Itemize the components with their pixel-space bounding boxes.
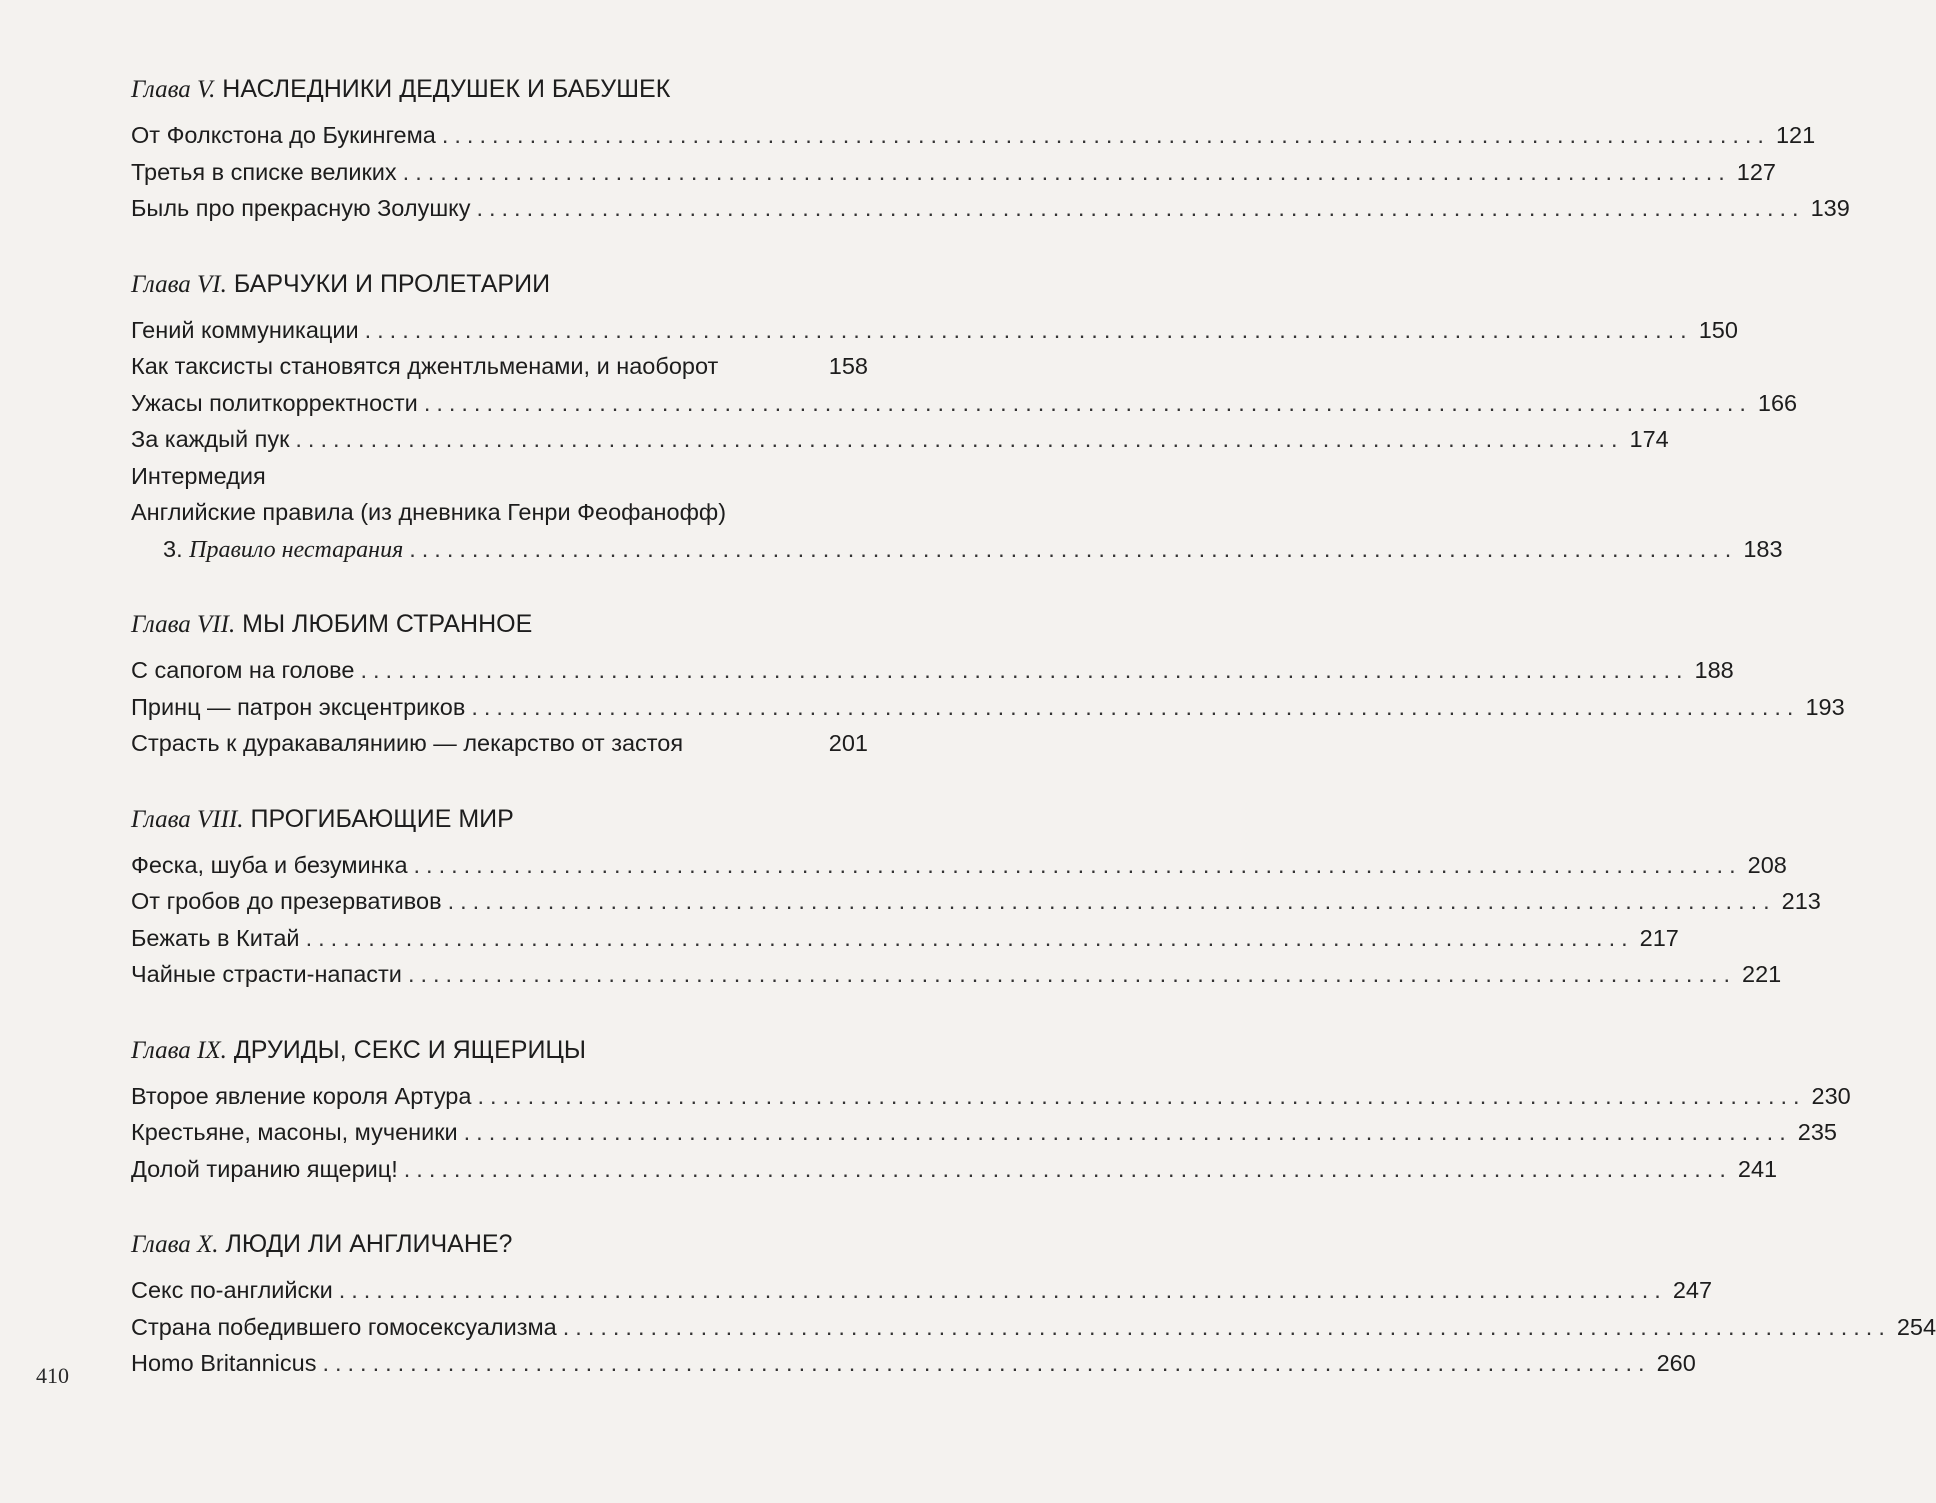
chapter-title: МЫ ЛЮБИМ СТРАННОЕ bbox=[235, 610, 533, 638]
leader-dots: .......................................................................................................... bbox=[423, 389, 1752, 416]
toc-entry[interactable] bbox=[131, 1078, 1851, 1115]
leader-dots: .......................................................................................................... bbox=[477, 1082, 1806, 1109]
chapter-number: Глава VII. bbox=[131, 611, 236, 638]
entry-title-italic: Правило нестарания bbox=[189, 536, 404, 563]
entry-page: 213 bbox=[1781, 888, 1821, 914]
chapter-number: Глава VIII. bbox=[131, 805, 244, 833]
entry-prefix: 3. bbox=[163, 535, 190, 562]
entry-page: 217 bbox=[1639, 924, 1679, 951]
toc-entry[interactable] bbox=[131, 1272, 1713, 1309]
entry-page: 221 bbox=[1742, 961, 1782, 987]
entry-title: Бежать в Китай bbox=[131, 924, 300, 951]
entry-page: 208 bbox=[1747, 851, 1787, 878]
entry-title: Гений коммуникации bbox=[131, 316, 359, 343]
leader-dots: .......................................................................................................... bbox=[364, 316, 1693, 343]
entry-page: 188 bbox=[1694, 657, 1734, 683]
toc-entry[interactable] bbox=[131, 494, 868, 531]
entry-page: 139 bbox=[1810, 195, 1850, 221]
entry-title bbox=[131, 531, 403, 569]
entry-page: 193 bbox=[1805, 693, 1845, 720]
entry-page: 247 bbox=[1672, 1277, 1713, 1303]
toc-entry[interactable] bbox=[131, 385, 1798, 422]
leader-dots: .......................................................................................................... bbox=[322, 1350, 1651, 1376]
leader-dots: .......................................................................................................... bbox=[402, 158, 1731, 185]
chapter-8 bbox=[131, 804, 1821, 993]
chapter-heading bbox=[131, 609, 868, 640]
entry-page: 254 bbox=[1896, 1313, 1936, 1340]
toc-entry[interactable] bbox=[131, 190, 1850, 227]
entry-title: Homo Britannicus bbox=[131, 1350, 317, 1376]
chapter-10 bbox=[131, 1229, 1936, 1382]
entry-title: Страна победившего гомосексуализма bbox=[131, 1313, 557, 1340]
toc-entry[interactable] bbox=[131, 421, 1669, 458]
entry-page: 201 bbox=[828, 730, 868, 756]
chapter-title: ПРОГИБАЮЩИЕ МИР bbox=[243, 804, 514, 833]
toc-entry[interactable] bbox=[131, 531, 1783, 568]
entry-title: Интермедия bbox=[131, 462, 266, 489]
toc-entry[interactable] bbox=[131, 154, 1776, 191]
toc-entry[interactable] bbox=[131, 847, 1787, 884]
entry-page: 150 bbox=[1698, 316, 1738, 343]
leader-dots: .......................................................................................................... bbox=[441, 122, 1770, 148]
entry-title: Принц — патрон эксцентриков bbox=[131, 693, 466, 720]
entry-page: 235 bbox=[1797, 1119, 1837, 1145]
table-of-contents bbox=[131, 74, 1936, 1424]
leader-dots: .......................................................................................................... bbox=[295, 426, 1624, 452]
entry-title: Страсть к дуракаваляниию — лекарство от застоя bbox=[131, 730, 684, 756]
leader-dots: .......................................................................................................... bbox=[338, 1277, 1667, 1303]
toc-entry[interactable] bbox=[131, 312, 1738, 349]
entry-title: Ужасы политкорректности bbox=[131, 389, 418, 416]
entry-title: Как таксисты становятся джентльменами, и наоборот bbox=[131, 353, 719, 379]
entry-title: Второе явление короля Артура bbox=[131, 1082, 472, 1109]
entry-title: От гробов до презервативов bbox=[131, 888, 442, 914]
entry-title: Крестьяне, масоны, мученики bbox=[131, 1119, 458, 1145]
toc-entry[interactable] bbox=[131, 725, 868, 762]
chapter-number: Глава VI. bbox=[131, 270, 227, 298]
entry-page: 166 bbox=[1757, 389, 1798, 416]
toc-entry[interactable] bbox=[131, 689, 1845, 726]
toc-entry[interactable] bbox=[131, 920, 1679, 957]
toc-entry[interactable] bbox=[131, 1114, 1837, 1151]
entry-page: 260 bbox=[1656, 1350, 1696, 1376]
chapter-number: Глава IX. bbox=[131, 1036, 227, 1064]
entry-title: Секс по-английски bbox=[131, 1277, 333, 1303]
entry-title: Быль про прекрасную Золушку bbox=[131, 195, 471, 221]
leader-dots: .......................................................................................................... bbox=[471, 693, 1800, 720]
chapter-number: Глава X. bbox=[131, 1231, 219, 1258]
page-number: 410 bbox=[36, 1363, 69, 1388]
toc-entry[interactable] bbox=[131, 652, 1734, 689]
entry-page: 174 bbox=[1629, 426, 1669, 452]
entry-title: С сапогом на голове bbox=[131, 657, 355, 683]
entry-title: Третья в списке великих bbox=[131, 158, 397, 185]
chapter-7 bbox=[131, 609, 1845, 762]
entry-page: 127 bbox=[1736, 158, 1776, 185]
leader-dots: .......................................................................................................... bbox=[562, 1313, 1891, 1340]
chapter-title: ЛЮДИ ЛИ АНГЛИЧАНЕ? bbox=[218, 1230, 513, 1258]
leader-dots: .......................................................................................................... bbox=[413, 851, 1742, 878]
chapter-heading bbox=[131, 1035, 868, 1066]
entry-page: 158 bbox=[828, 353, 868, 379]
entry-page: 230 bbox=[1811, 1082, 1851, 1109]
chapter-heading bbox=[131, 269, 868, 300]
toc-entry[interactable] bbox=[131, 1151, 1778, 1188]
toc-entry[interactable] bbox=[131, 1345, 1696, 1382]
chapter-5 bbox=[131, 74, 1850, 227]
toc-entry[interactable] bbox=[131, 348, 868, 385]
toc-entry[interactable] bbox=[131, 117, 1816, 154]
chapter-title: БАРЧУКИ И ПРОЛЕТАРИИ bbox=[226, 269, 551, 298]
toc-entry[interactable] bbox=[131, 1309, 1936, 1346]
chapter-6 bbox=[131, 269, 1798, 568]
chapter-9 bbox=[131, 1035, 1851, 1188]
entry-page: 121 bbox=[1775, 122, 1816, 148]
leader-dots: .......................................................................................................... bbox=[463, 1119, 1792, 1145]
entry-title: Английские правила (из дневника Генри Феофанофф) bbox=[131, 499, 727, 525]
entry-title: За каждый пук bbox=[131, 426, 290, 452]
chapter-heading bbox=[131, 1229, 868, 1260]
leader-dots: .......................................................................................................... bbox=[360, 657, 1689, 683]
leader-dots: .......................................................................................................... bbox=[447, 888, 1776, 914]
entry-title: Долой тиранию ящериц! bbox=[131, 1155, 398, 1182]
chapter-number: Глава V. bbox=[131, 76, 216, 103]
entry-page: 183 bbox=[1743, 535, 1783, 562]
toc-entry[interactable] bbox=[131, 956, 1782, 993]
entry-title: Чайные страсти-напасти bbox=[131, 961, 402, 987]
chapter-heading bbox=[131, 74, 868, 105]
leader-dots: .......................................................................................................... bbox=[409, 535, 1738, 562]
chapter-title: ДРУИДЫ, СЕКС И ЯЩЕРИЦЫ bbox=[226, 1035, 587, 1064]
entry-title: Феска, шуба и безуминка bbox=[131, 851, 408, 878]
chapter-heading bbox=[131, 804, 868, 835]
toc-entry[interactable] bbox=[131, 458, 868, 495]
toc-entry[interactable] bbox=[131, 883, 1821, 920]
chapter-title: НАСЛЕДНИКИ ДЕДУШЕК И БАБУШЕК bbox=[215, 75, 671, 103]
leader-dots: .......................................................................................................... bbox=[305, 924, 1634, 951]
leader-dots: .......................................................................................................... bbox=[476, 195, 1805, 221]
entry-page: 241 bbox=[1737, 1155, 1778, 1182]
entry-title: От Фолкстона до Букингема bbox=[131, 122, 436, 148]
leader-dots: .......................................................................................................... bbox=[403, 1155, 1732, 1182]
leader-dots: .......................................................................................................... bbox=[407, 961, 1737, 987]
